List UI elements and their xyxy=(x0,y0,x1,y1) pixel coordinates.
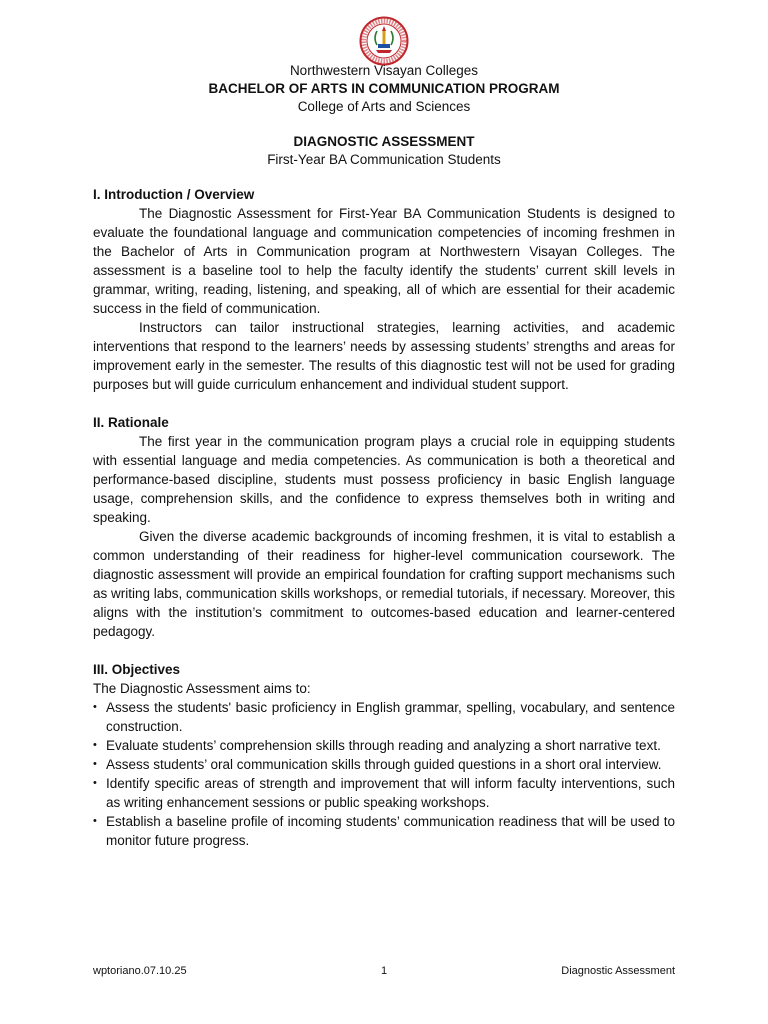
objective-item: • Establish a baseline profile of incoming students’ communication readiness that will be used to monitor future progress. xyxy=(93,812,675,850)
section-heading-objectives: III. Objectives xyxy=(93,662,181,677)
footer-page-number: 1 xyxy=(380,965,388,977)
objectives-lead: The Diagnostic Assessment aims to: xyxy=(93,681,311,696)
rationale-paragraph-2: Given the diverse academic backgrounds of incoming freshmen, it is vital to establish a common understanding of their readiness for higher-level communication coursework. The diagnostic assessment will provide an empirical foundation for crafting support mechanisms such as writing labs, communication skills workshops, or remedial tutorials, if necessary. Moreover, this aligns with the institution’s commitment to outcomes-based education and learner-centered pedagogy. xyxy=(93,529,675,639)
school-name: Northwestern Visayan Colleges xyxy=(289,63,479,78)
objectives-list xyxy=(93,698,675,850)
objective-item: • Identify specific areas of strength and improvement that will inform faculty interventions, such as writing enhancement sessions or public speaking workshops. xyxy=(93,774,675,812)
objective-item: • Evaluate students’ comprehension skills through reading and analyzing a short narrative text. xyxy=(93,736,675,755)
document-title-block xyxy=(0,133,768,169)
college-name: College of Arts and Sciences xyxy=(297,99,471,114)
footer-author-code: wptoriano.07.10.25 xyxy=(93,965,187,977)
section-heading-introduction: I. Introduction / Overview xyxy=(93,187,255,202)
document-title: DIAGNOSTIC ASSESSMENT xyxy=(293,134,475,149)
objective-item: • Assess the students' basic proficiency in English grammar, spelling, vocabulary, and sentence construction. xyxy=(93,698,675,736)
college-seal-logo xyxy=(359,16,409,66)
program-name: BACHELOR OF ARTS IN COMMUNICATION PROGRAM xyxy=(208,81,560,96)
document-header xyxy=(0,62,768,116)
footer-document-name: Diagnostic Assessment xyxy=(561,965,675,977)
document-body xyxy=(93,185,675,850)
intro-paragraph-1: The Diagnostic Assessment for First-Year BA Communication Students is designed to evaluate the foundational language and communication competencies of incoming freshmen in the Bachelor of Arts in Communication program at Northwestern Visayan Colleges. The assessment is a baseline tool to help the faculty identify the students’ current skill levels in grammar, writing, reading, listening, and speaking, all of which are essential for their academic success in the field of communication. xyxy=(93,206,675,316)
intro-paragraph-2: Instructors can tailor instructional strategies, learning activities, and academic interventions that respond to the learners’ needs by assessing students’ strengths and areas for improvement early in the semester. The results of this diagnostic test will not be used for grading purposes but will guide curriculum enhancement and individual student support. xyxy=(93,320,675,392)
document-subtitle: First-Year BA Communication Students xyxy=(267,152,501,167)
objective-item: • Assess students’ oral communication skills through guided questions in a short oral interview. xyxy=(93,755,675,774)
rationale-paragraph-1: The first year in the communication program plays a crucial role in equipping students with essential language and media competencies. As communication is both a theoretical and performance-based discipline, students must possess proficiency in basic English language usage, comprehension skills, and the confidence to express themselves both in writing and speaking. xyxy=(93,434,675,525)
section-heading-rationale: II. Rationale xyxy=(93,415,169,430)
